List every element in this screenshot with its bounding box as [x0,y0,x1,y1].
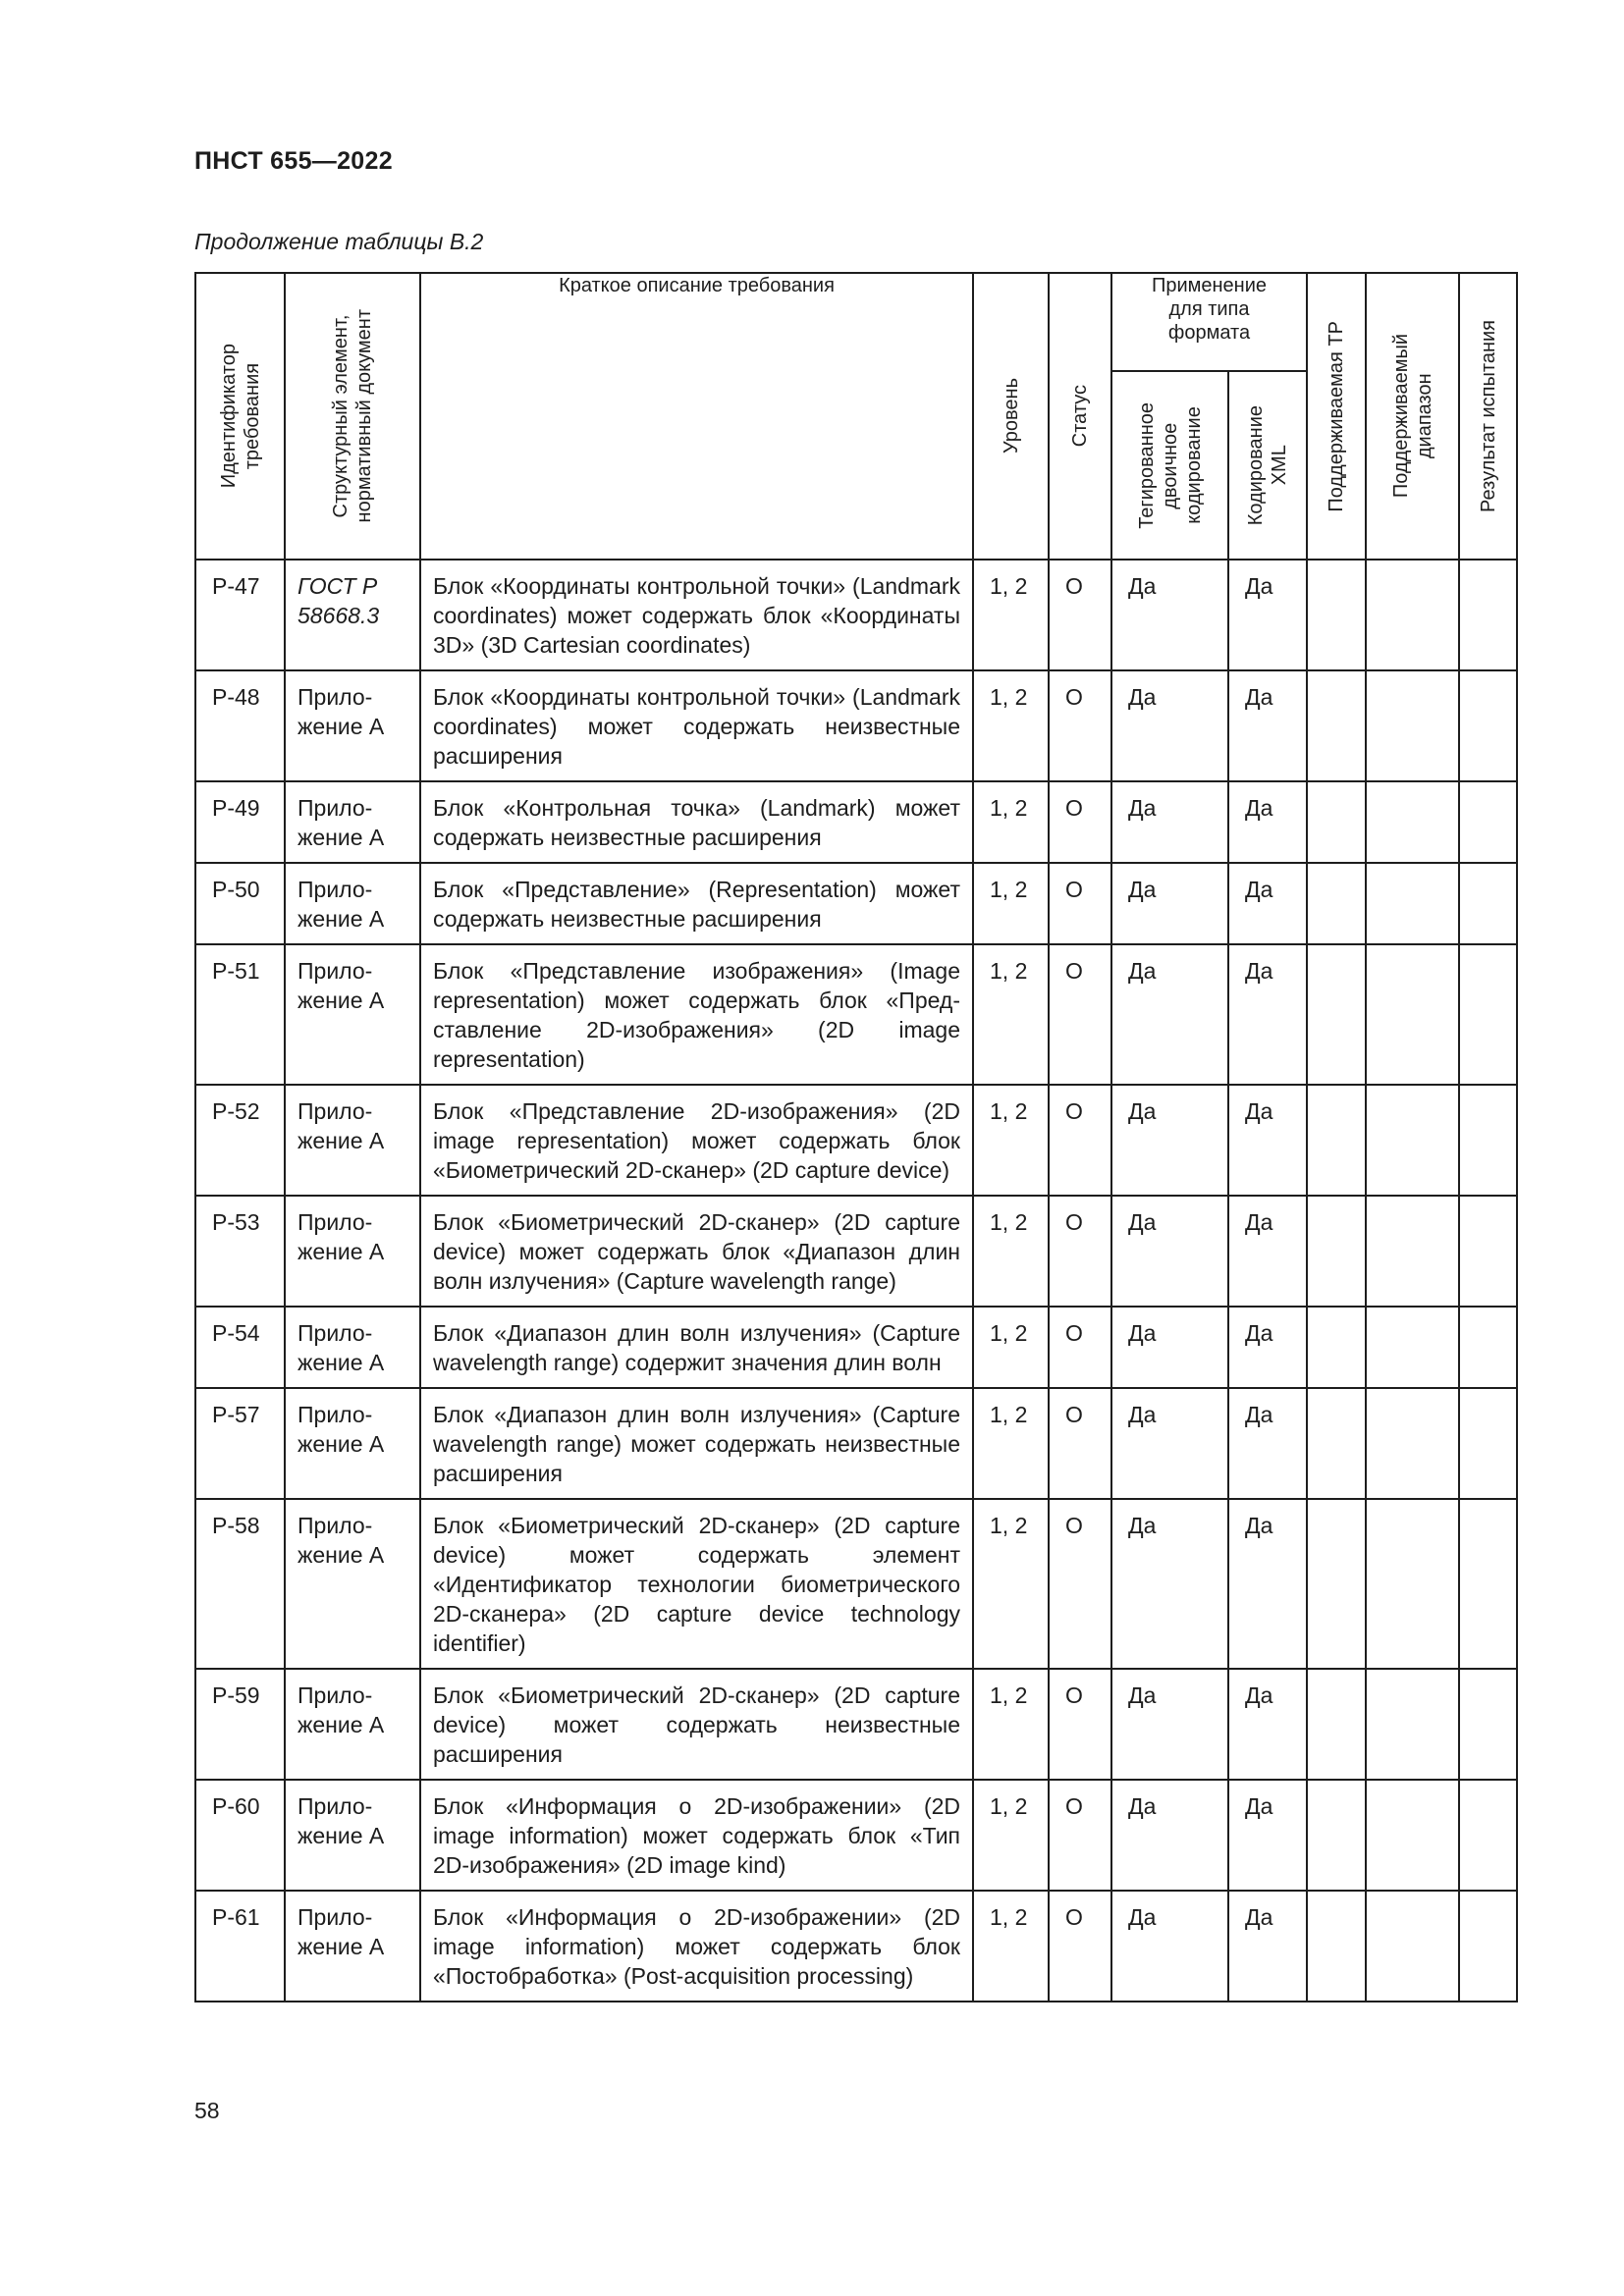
cell-id: Р-53 [195,1196,285,1307]
cell-supported-tr [1307,1780,1366,1891]
table-row [195,944,1517,1085]
cell-id: Р-54 [195,1307,285,1388]
cell-test-result [1459,1669,1517,1780]
table-row [195,863,1517,944]
cell-supported-tr [1307,670,1366,781]
cell-id: Р-47 [195,560,285,670]
cell-description: Блок «Биометрический 2D-сканер» (2D capture device) может содержать блок «Диапазон длин волн излучения» (Capture wavelength range) [420,1196,973,1307]
cell-supported-tr [1307,863,1366,944]
cell-supported-range [1366,670,1459,781]
requirements-table [194,272,1518,2002]
cell-xml: Да [1228,1196,1307,1307]
cell-xml: Да [1228,560,1307,670]
cell-element: Прило- жение А [285,1307,420,1388]
table-row [195,781,1517,863]
cell-test-result [1459,1085,1517,1196]
cell-level: 1, 2 [973,781,1049,863]
cell-element: Прило- жение А [285,1669,420,1780]
col-header-element: Структурный элемент, нормативный документ [285,273,420,560]
cell-level: 1, 2 [973,1499,1049,1669]
cell-test-result [1459,1388,1517,1499]
cell-status: О [1049,560,1111,670]
cell-element: Прило- жение А [285,1780,420,1891]
cell-id: Р-61 [195,1891,285,2002]
cell-tagged-binary: Да [1111,1669,1228,1780]
cell-tagged-binary: Да [1111,560,1228,670]
cell-id: Р-60 [195,1780,285,1891]
cell-supported-tr [1307,1085,1366,1196]
col-header-tagged-binary: Тегированное двоичное кодирование [1111,371,1228,560]
cell-id: Р-58 [195,1499,285,1669]
cell-supported-tr [1307,1196,1366,1307]
cell-level: 1, 2 [973,1388,1049,1499]
cell-level: 1, 2 [973,1891,1049,2002]
col-header-status: Статус [1049,273,1111,560]
cell-element: Прило- жение А [285,944,420,1085]
cell-description: Блок «Биометрический 2D-сканер» (2D capture device) может содержать элемент «Идентификатор технологии биометрического 2D-сканера» (2D capture device technology identifier) [420,1499,973,1669]
col-header-xml: Кодирование XML [1228,371,1307,560]
cell-element: Прило- жение А [285,670,420,781]
cell-xml: Да [1228,1388,1307,1499]
cell-id: Р-52 [195,1085,285,1196]
cell-tagged-binary: Да [1111,1499,1228,1669]
cell-xml: Да [1228,670,1307,781]
cell-supported-tr [1307,1388,1366,1499]
cell-status: О [1049,781,1111,863]
cell-test-result [1459,560,1517,670]
cell-xml: Да [1228,863,1307,944]
cell-id: Р-48 [195,670,285,781]
cell-level: 1, 2 [973,670,1049,781]
cell-supported-tr [1307,1669,1366,1780]
cell-tagged-binary: Да [1111,1388,1228,1499]
col-header-level: Уровень [973,273,1049,560]
cell-id: Р-50 [195,863,285,944]
table-row [195,1085,1517,1196]
col-header-description: Краткое описание требования [420,273,973,560]
table-body [195,560,1517,2002]
cell-description: Блок «Представление 2D-изображения» (2D image representation) может содержать блок «Биометрический 2D-сканер» (2D capture device) [420,1085,973,1196]
cell-supported-range [1366,1307,1459,1388]
cell-supported-tr [1307,1307,1366,1388]
cell-id: Р-51 [195,944,285,1085]
cell-xml: Да [1228,1891,1307,2002]
cell-xml: Да [1228,1780,1307,1891]
cell-supported-range [1366,1891,1459,2002]
table-header [195,273,1517,560]
cell-xml: Да [1228,944,1307,1085]
cell-description: Блок «Информация о 2D-изображении» (2D image information) может содержать блок «Тип 2D-изображения» (2D image kind) [420,1780,973,1891]
cell-status: О [1049,1307,1111,1388]
col-header-supported-tr: Поддерживаемая ТР [1307,273,1366,560]
cell-description: Блок «Диапазон длин волн излучения» (Capture wavelength range) содержит значения длин волн [420,1307,973,1388]
cell-level: 1, 2 [973,560,1049,670]
cell-test-result [1459,944,1517,1085]
cell-level: 1, 2 [973,1085,1049,1196]
cell-status: О [1049,1085,1111,1196]
page-number: 58 [194,2098,220,2123]
cell-status: О [1049,1499,1111,1669]
cell-supported-range [1366,560,1459,670]
cell-supported-tr [1307,560,1366,670]
cell-supported-range [1366,781,1459,863]
cell-status: О [1049,1669,1111,1780]
table-row [195,1780,1517,1891]
cell-status: О [1049,944,1111,1085]
col-header-test-result: Результат испытания [1459,273,1517,560]
cell-xml: Да [1228,1669,1307,1780]
cell-description: Блок «Информация о 2D-изображении» (2D image information) может содержать блок «Постобработка» (Post-acquisition processing) [420,1891,973,2002]
table-row [195,1669,1517,1780]
cell-description: Блок «Представление» (Representation) может содержать неизвестные расширения [420,863,973,944]
cell-element: ГОСТ Р 58668.3 [285,560,420,670]
cell-supported-range [1366,944,1459,1085]
cell-supported-tr [1307,1499,1366,1669]
cell-tagged-binary: Да [1111,1891,1228,2002]
cell-element: Прило- жение А [285,1499,420,1669]
cell-test-result [1459,1196,1517,1307]
cell-description: Блок «Биометрический 2D-сканер» (2D capture device) может содержать неизвестные расширения [420,1669,973,1780]
cell-level: 1, 2 [973,944,1049,1085]
table-row [195,1388,1517,1499]
cell-level: 1, 2 [973,1669,1049,1780]
table-caption: Продолжение таблицы В.2 [194,229,484,254]
cell-supported-range [1366,1499,1459,1669]
cell-test-result [1459,781,1517,863]
col-header-supported-range: Поддерживаемый диапазон [1366,273,1459,560]
table-row [195,1307,1517,1388]
cell-test-result [1459,1499,1517,1669]
cell-id: Р-57 [195,1388,285,1499]
cell-supported-tr [1307,944,1366,1085]
col-header-id: Идентификатор требования [195,273,285,560]
cell-supported-range [1366,863,1459,944]
cell-tagged-binary: Да [1111,1085,1228,1196]
cell-supported-range [1366,1388,1459,1499]
cell-xml: Да [1228,1499,1307,1669]
cell-description: Блок «Координаты контрольной точки» (Landmark coordinates) может содержать неизвестные расширения [420,670,973,781]
table-row [195,1499,1517,1669]
cell-status: О [1049,863,1111,944]
cell-status: О [1049,1388,1111,1499]
cell-element: Прило- жение А [285,1388,420,1499]
cell-tagged-binary: Да [1111,944,1228,1085]
cell-xml: Да [1228,1307,1307,1388]
cell-status: О [1049,1780,1111,1891]
cell-tagged-binary: Да [1111,670,1228,781]
cell-level: 1, 2 [973,863,1049,944]
cell-supported-range [1366,1085,1459,1196]
cell-test-result [1459,670,1517,781]
cell-element: Прило- жение А [285,1891,420,2002]
table-row [195,670,1517,781]
cell-xml: Да [1228,781,1307,863]
cell-tagged-binary: Да [1111,863,1228,944]
cell-description: Блок «Представление изображения» (Image representation) может содержать блок «Представление 2D-изображения» (2D image representation) [420,944,973,1085]
cell-id: Р-49 [195,781,285,863]
col-header-format-group: Применение для типа формата [1111,273,1307,371]
cell-status: О [1049,1196,1111,1307]
cell-id: Р-59 [195,1669,285,1780]
cell-supported-range [1366,1669,1459,1780]
cell-status: О [1049,670,1111,781]
table-row [195,1891,1517,2002]
cell-xml: Да [1228,1085,1307,1196]
cell-description: Блок «Координаты контрольной точки» (Landmark coordinates) может содержать блок «Координаты 3D» (3D Cartesian coordinates) [420,560,973,670]
cell-supported-tr [1307,781,1366,863]
cell-test-result [1459,1307,1517,1388]
cell-tagged-binary: Да [1111,1307,1228,1388]
cell-supported-tr [1307,1891,1366,2002]
cell-description: Блок «Контрольная точка» (Landmark) может содержать неизвестные расширения [420,781,973,863]
cell-description: Блок «Диапазон длин волн излучения» (Capture wavelength range) может содержать неизвестные расширения [420,1388,973,1499]
cell-element: Прило- жение А [285,863,420,944]
cell-tagged-binary: Да [1111,1780,1228,1891]
cell-level: 1, 2 [973,1196,1049,1307]
cell-level: 1, 2 [973,1307,1049,1388]
cell-test-result [1459,863,1517,944]
cell-element: Прило- жение А [285,781,420,863]
cell-supported-range [1366,1780,1459,1891]
cell-tagged-binary: Да [1111,781,1228,863]
cell-supported-range [1366,1196,1459,1307]
table-row [195,1196,1517,1307]
cell-element: Прило- жение А [285,1196,420,1307]
cell-level: 1, 2 [973,1780,1049,1891]
cell-test-result [1459,1780,1517,1891]
cell-element: Прило- жение А [285,1085,420,1196]
cell-tagged-binary: Да [1111,1196,1228,1307]
cell-test-result [1459,1891,1517,2002]
document-header: ПНСТ 655—2022 [194,147,393,175]
table-row [195,560,1517,670]
cell-status: О [1049,1891,1111,2002]
